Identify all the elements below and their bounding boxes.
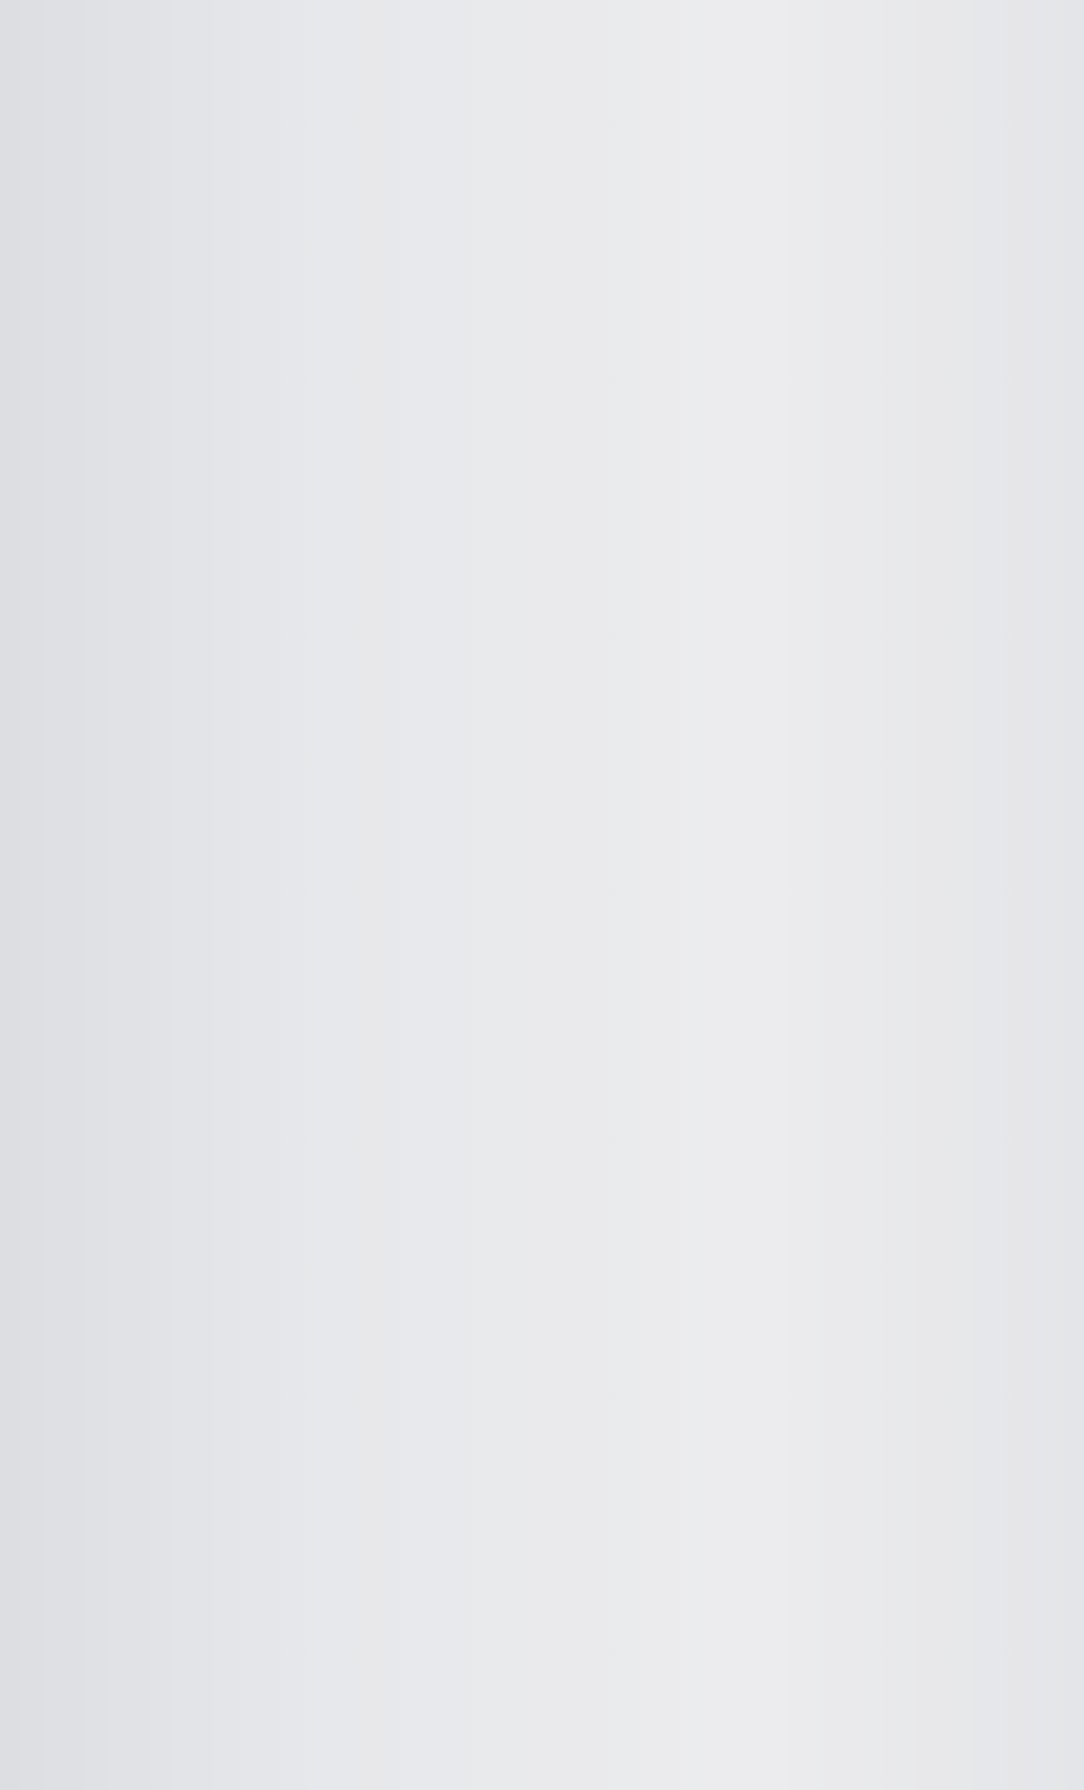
toc-page [48, 150, 1038, 206]
